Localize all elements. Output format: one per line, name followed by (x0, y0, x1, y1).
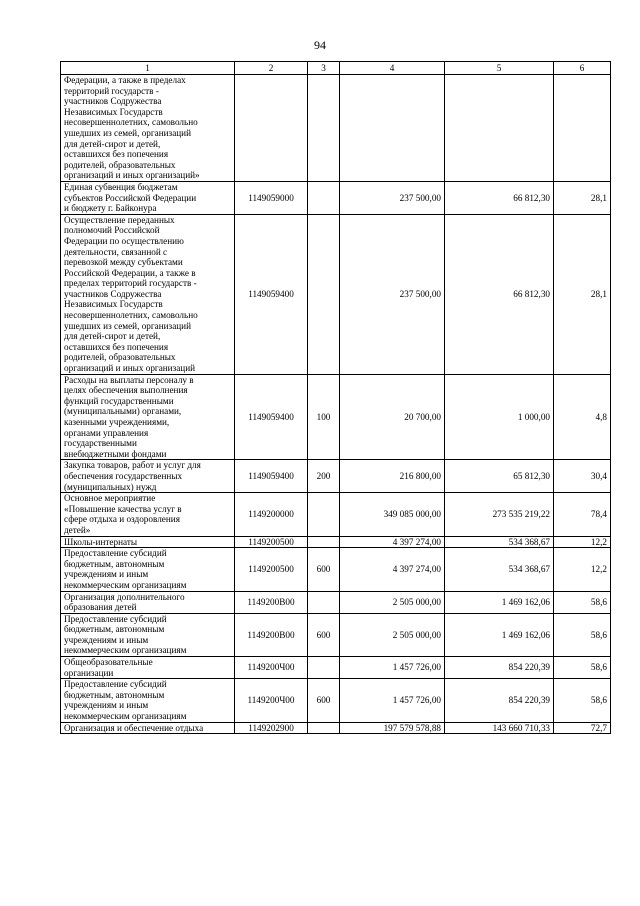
expense-name-line: Российской Федерации, а также в (64, 267, 196, 278)
expense-type-cell: 600 (308, 548, 340, 591)
executed-amount-cell: 65 812,30 (445, 460, 554, 493)
expense-name-line: органами управления (64, 427, 149, 438)
budget-code-cell: 1149059400 (235, 460, 308, 493)
expense-name-line: образования детей (64, 602, 137, 613)
expense-name-line: государственными (64, 438, 137, 449)
expense-name-line: Федерации по осуществлению (64, 235, 184, 246)
expense-name-cell (61, 548, 235, 591)
executed-amount-cell: 1 469 162,06 (445, 613, 554, 656)
table-body (61, 75, 611, 734)
expense-name-line: учреждениям и иным (64, 569, 149, 580)
expense-name-line: некоммерческим организациям (64, 645, 187, 656)
expense-name-line: (муниципальными) органами, (64, 406, 182, 417)
expense-name-line: Основное мероприятие (64, 493, 156, 504)
executed-amount-cell: 66 812,30 (445, 214, 554, 374)
executed-amount-cell: 534 368,67 (445, 548, 554, 591)
executed-amount-cell: 854 220,39 (445, 657, 554, 679)
execution-percent-cell: 72,7 (554, 722, 611, 734)
planned-amount-cell (340, 75, 445, 182)
column-header-3: 3 (308, 62, 340, 75)
expense-name-line: родителей, образовательных (64, 159, 176, 170)
execution-percent-cell: 12,2 (554, 548, 611, 591)
expense-type-cell: 200 (308, 460, 340, 493)
planned-amount-cell: 20 700,00 (340, 374, 445, 460)
budget-code-cell: 1149200000 (235, 493, 308, 536)
table-row (61, 591, 611, 613)
executed-amount-cell: 854 220,39 (445, 679, 554, 722)
expense-name-line: территорий государств - (64, 85, 159, 96)
expense-name-line: родителей, образовательных (64, 352, 176, 363)
table-row (61, 181, 611, 214)
table-row (61, 679, 611, 722)
execution-percent-cell: 28,1 (554, 214, 611, 374)
expense-name-cell (61, 722, 235, 734)
planned-amount-cell: 2 505 000,00 (340, 613, 445, 656)
expense-name-line: Независимых Государств (64, 299, 163, 310)
budget-code-cell: 1149200500 (235, 548, 308, 591)
execution-percent-cell: 58,6 (554, 657, 611, 679)
execution-percent-cell: 4,8 (554, 374, 611, 460)
executed-amount-cell: 1 000,00 (445, 374, 554, 460)
planned-amount-cell: 216 800,00 (340, 460, 445, 493)
expense-name-cell (61, 493, 235, 536)
expense-name-line: бюджетным, автономным (64, 558, 165, 569)
expense-name-line: Предоставление субсидий (64, 613, 167, 624)
budget-code-cell: 1149059400 (235, 374, 308, 460)
expense-name-line: полномочий Российской (64, 225, 160, 236)
expense-name-line: Школы-интернаты (64, 536, 138, 547)
expense-name-line: Осуществление переданных (64, 214, 175, 225)
expense-name-line: оставшихся без попечения (64, 149, 169, 160)
budget-code-cell: 1149200В00 (235, 591, 308, 613)
execution-percent-cell: 30,4 (554, 460, 611, 493)
executed-amount-cell: 534 368,67 (445, 536, 554, 548)
planned-amount-cell: 237 500,00 (340, 214, 445, 374)
expense-name-line: Независимых Государств (64, 106, 163, 117)
expense-name-line: казенными учреждениями, (64, 417, 170, 427)
expense-type-cell (308, 75, 340, 182)
header-row (61, 62, 611, 75)
expense-name-line: Предоставление субсидий (64, 548, 167, 559)
expense-name-line: некоммерческим организациям (64, 579, 187, 590)
expense-name-line: пределах территорий государств - (64, 278, 197, 289)
table-row (61, 460, 611, 493)
expense-name-line: организаций и иных организаций» (64, 170, 200, 181)
expense-type-cell (308, 493, 340, 536)
expense-name-cell (61, 591, 235, 613)
expense-name-line: учреждениям и иным (64, 700, 149, 711)
expense-name-line: перевозкой между субъектами (64, 257, 183, 268)
planned-amount-cell: 237 500,00 (340, 181, 445, 214)
budget-code-cell: 1149059400 (235, 214, 308, 374)
expense-name-line: некоммерческим организациям (64, 711, 187, 722)
table-row (61, 613, 611, 656)
expense-name-line: Федерации, а также в пределах (64, 75, 186, 85)
table-row (61, 75, 611, 182)
expense-name-line: (муниципальных) нужд (64, 481, 157, 492)
execution-percent-cell (554, 75, 611, 182)
table-row (61, 548, 611, 591)
expense-name-line: Расходы на выплаты персоналу в (64, 374, 194, 385)
expense-name-cell (61, 75, 235, 182)
expense-name-line: оставшихся без попечения (64, 341, 169, 352)
budget-code-cell: 1149200В00 (235, 613, 308, 656)
expense-name-line: Организация дополнительного (64, 591, 185, 602)
expense-name-line: Закупка товаров, работ и услуг для (64, 460, 201, 471)
expense-name-line: функций государственными (64, 395, 174, 406)
expense-name-cell (61, 460, 235, 493)
executed-amount-cell: 66 812,30 (445, 181, 554, 214)
budget-code-cell: 1149200Ч00 (235, 657, 308, 679)
expense-name-line: несовершеннолетних, самовольно (64, 310, 198, 321)
column-header-5: 5 (445, 62, 554, 75)
executed-amount-cell: 143 660 710,33 (445, 722, 554, 734)
expense-name-line: для детей-сирот и детей, (64, 331, 161, 342)
expense-name-line: сфере отдыха и оздоровления (64, 514, 180, 525)
expense-name-line: бюджетным, автономным (64, 624, 165, 635)
planned-amount-cell: 4 397 274,00 (340, 536, 445, 548)
execution-percent-cell: 58,6 (554, 679, 611, 722)
expense-type-cell: 600 (308, 613, 340, 656)
planned-amount-cell: 2 505 000,00 (340, 591, 445, 613)
expense-name-line: участников Содружества (64, 96, 162, 107)
planned-amount-cell: 1 457 726,00 (340, 679, 445, 722)
expense-name-line: учреждениям и иным (64, 634, 149, 645)
expense-name-line: Предоставление субсидий (64, 679, 167, 690)
expense-name-line: детей» (64, 524, 91, 535)
expense-type-cell (308, 591, 340, 613)
table-row (61, 722, 611, 734)
table-row (61, 657, 611, 679)
table-row (61, 493, 611, 536)
planned-amount-cell: 349 085 000,00 (340, 493, 445, 536)
expense-name-line: ушедших из семей, организаций (64, 320, 192, 331)
execution-percent-cell: 78,4 (554, 493, 611, 536)
expense-name-cell (61, 214, 235, 374)
expense-name-line: субъектов Российской Федерации (64, 192, 197, 203)
planned-amount-cell: 197 579 578,88 (340, 722, 445, 734)
budget-code-cell (235, 75, 308, 182)
execution-percent-cell: 58,6 (554, 591, 611, 613)
expense-name-line: организации (64, 667, 114, 678)
budget-code-cell: 1149200Ч00 (235, 679, 308, 722)
table-row (61, 374, 611, 460)
expense-name-line: участников Содружества (64, 288, 162, 299)
expense-name-line: Организация и обеспечение отдыха (64, 722, 204, 733)
planned-amount-cell: 1 457 726,00 (340, 657, 445, 679)
column-header-1: 1 (61, 62, 235, 75)
column-header-2: 2 (235, 62, 308, 75)
expense-name-line: внебюджетными фондами (64, 448, 167, 459)
column-header-6: 6 (554, 62, 611, 75)
expense-name-line: обеспечения государственных (64, 470, 183, 481)
table-row (61, 214, 611, 374)
expense-type-cell (308, 722, 340, 734)
budget-code-cell: 1149200500 (235, 536, 308, 548)
budget-code-cell: 1149202900 (235, 722, 308, 734)
execution-percent-cell: 12,2 (554, 536, 611, 548)
expense-name-line: и бюджету г. Байконура (64, 203, 157, 214)
executed-amount-cell (445, 75, 554, 182)
budget-table (60, 61, 611, 734)
expense-name-cell (61, 657, 235, 679)
expense-name-line: Общеобразовательные (64, 657, 153, 668)
expense-type-cell: 100 (308, 374, 340, 460)
page-number: 94 (314, 38, 326, 52)
expense-type-cell (308, 536, 340, 548)
planned-amount-cell: 4 397 274,00 (340, 548, 445, 591)
expense-name-cell (61, 181, 235, 214)
expense-name-line: деятельности, связанной с (64, 246, 168, 257)
expense-name-cell (61, 536, 235, 548)
expense-name-line: бюджетным, автономным (64, 689, 165, 700)
expense-name-line: целях обеспечения выполнения (64, 385, 188, 396)
expense-name-line: Единая субвенция бюджетам (64, 181, 178, 192)
executed-amount-cell: 273 535 219,22 (445, 493, 554, 536)
column-header-4: 4 (340, 62, 445, 75)
expense-name-cell (61, 613, 235, 656)
expense-name-cell (61, 679, 235, 722)
expense-type-cell (308, 181, 340, 214)
expense-name-line: для детей-сирот и детей, (64, 138, 161, 149)
expense-name-line: «Повышение качества услуг в (64, 503, 182, 514)
expense-name-line: организаций и иных организаций (64, 363, 196, 374)
expense-name-cell (61, 374, 235, 460)
execution-percent-cell: 28,1 (554, 181, 611, 214)
expense-name-line: ушедших из семей, организаций (64, 127, 192, 138)
budget-code-cell: 1149059000 (235, 181, 308, 214)
expense-type-cell: 600 (308, 679, 340, 722)
table-row (61, 536, 611, 548)
expense-name-line: несовершеннолетних, самовольно (64, 117, 198, 128)
table-header (61, 62, 611, 75)
execution-percent-cell: 58,6 (554, 613, 611, 656)
executed-amount-cell: 1 469 162,06 (445, 591, 554, 613)
expense-type-cell (308, 214, 340, 374)
expense-type-cell (308, 657, 340, 679)
